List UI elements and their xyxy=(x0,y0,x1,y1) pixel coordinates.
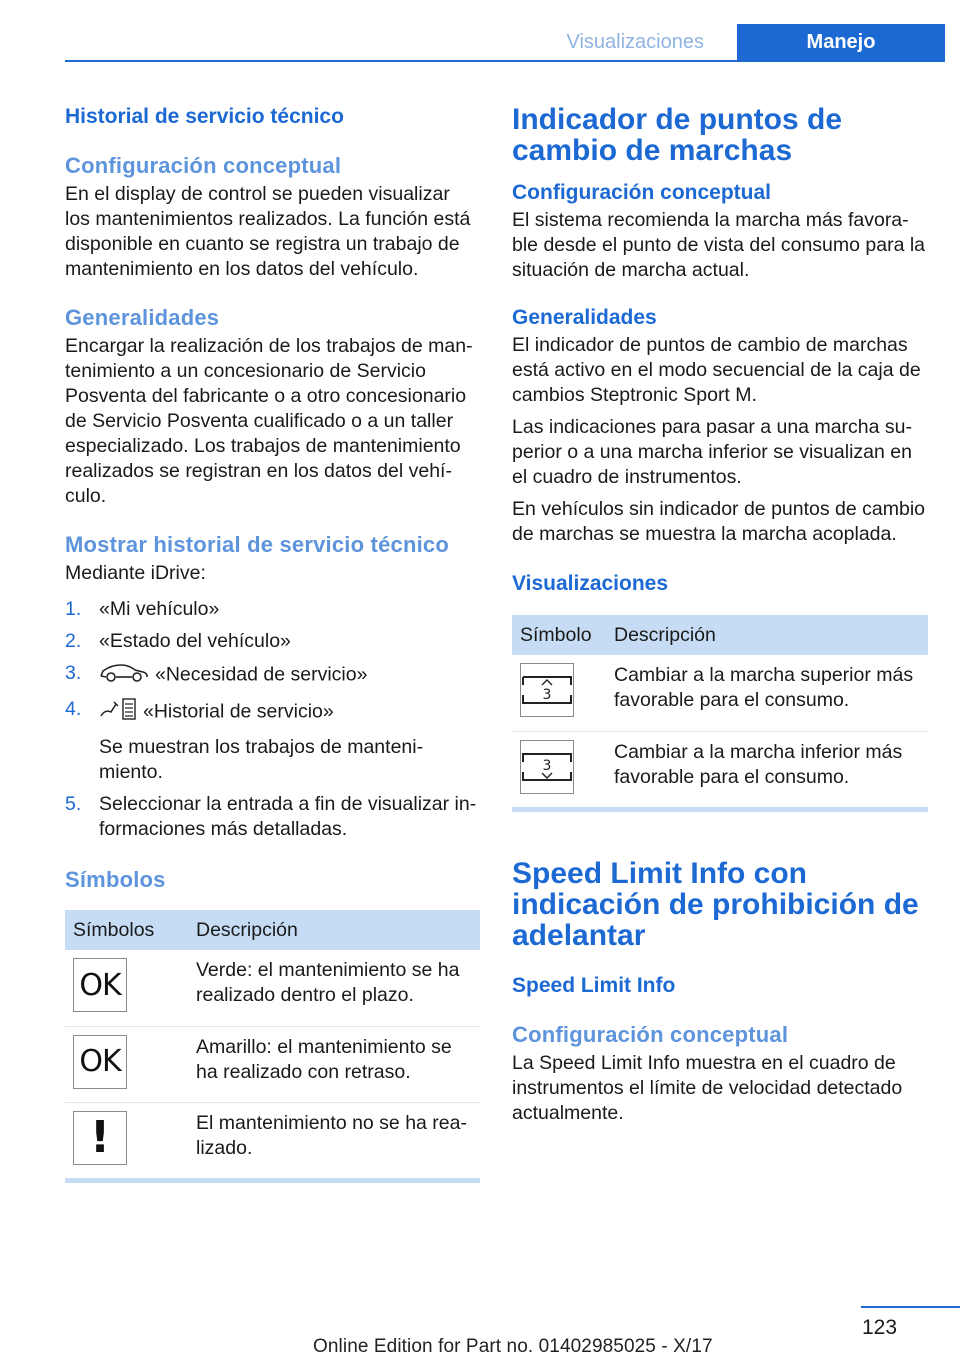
step-number: 3. xyxy=(65,662,82,684)
col-header-description: Descripción xyxy=(606,615,928,655)
svg-text:3: 3 xyxy=(542,757,552,774)
ok-green-icon: OK xyxy=(73,958,127,1012)
table-row xyxy=(65,950,480,1026)
step-number: 2. xyxy=(65,630,82,652)
table-row xyxy=(512,655,928,731)
symbols-heading: Símbolos xyxy=(65,867,166,892)
step-note: Se muestran los trabajos de mantenimiento. xyxy=(99,736,424,783)
page-number: 123 xyxy=(862,1316,898,1339)
concept-heading: Configuración conceptual xyxy=(512,181,772,204)
list-item xyxy=(65,792,480,842)
list-item xyxy=(65,629,480,654)
display-description: Cambiar a la marcha superior más favorable para el consumo. xyxy=(606,655,928,731)
speed-concept-text: La Speed Limit Info muestra en el cuadro de instrumentos el límite de velocidad detectado actualmente. xyxy=(512,1052,903,1124)
concept-text: En el display de control se pueden visualizar los mantenimientos realizados. La función está disponible en cuanto se registra un trabajo de mantenimiento en los datos del vehículo. xyxy=(65,183,471,280)
col-header-symbol: Símbolos xyxy=(65,910,188,950)
edition-label: Online Edition for Part no. 01402985025 - X/17 xyxy=(313,1336,713,1357)
history-intro: Mediante iDrive: xyxy=(65,562,206,584)
step-text: «Historial de servicio» xyxy=(143,700,334,723)
symbol-description: Verde: el mantenimiento se ha realizado dentro el plazo. xyxy=(188,950,480,1026)
exclamation-icon: ! xyxy=(73,1111,127,1165)
step-text: «Estado del vehículo» xyxy=(99,630,291,652)
table-row xyxy=(65,1102,480,1178)
table-end-rule xyxy=(65,1178,480,1183)
step-number: 1. xyxy=(65,598,82,620)
shift-up-icon xyxy=(520,663,574,717)
general-text-3: En vehículos sin indicador de puntos de cambio de marchas se muestra la marcha acoplada. xyxy=(512,498,926,545)
general-text-2: Las indicaciones para pasar a una marcha superior o a una marcha inferior se visualizan en el cuadro de instrumentos. xyxy=(512,416,912,488)
symbol-description: Amarillo: el mantenimiento se ha realizado con retraso. xyxy=(188,1026,480,1102)
symbols-table xyxy=(65,910,480,1178)
list-item xyxy=(65,661,480,690)
list-item xyxy=(65,697,480,785)
col-header-description: Descripción xyxy=(188,910,480,950)
svg-text:3: 3 xyxy=(542,687,552,703)
general-text: Encargar la realización de los trabajos de mantenimiento a un concesionario de Servicio Posventa del fabricante o a otro concesionario de Servicio Posventa cualificado o a un taller especializado. Los trabajos de mantenimiento realizados se registran en los datos del vehículo. xyxy=(65,335,473,507)
symbol-description: El mantenimiento no se ha realizado. xyxy=(196,1111,467,1159)
chapter-tab: Manejo xyxy=(737,24,945,62)
section-title-speed-limit: Speed Limit Info con indicación de prohibición de adelantar xyxy=(512,857,919,952)
table-row xyxy=(65,1026,480,1102)
left-column xyxy=(65,98,480,1183)
display-heading: Visualizaciones xyxy=(512,572,669,595)
table-end-rule xyxy=(512,807,928,812)
step-number: 4. xyxy=(65,698,82,720)
car-service-icon xyxy=(99,661,149,690)
history-heading: Mostrar historial de servicio técnico xyxy=(65,532,449,557)
table-header-row xyxy=(65,910,480,950)
section-title-service-history: Historial de servicio técnico xyxy=(65,105,344,128)
table-header-row xyxy=(512,615,928,655)
col-header-symbol: Símbolo xyxy=(512,615,606,655)
step-text: «Necesidad de servicio» xyxy=(155,663,368,686)
ok-yellow-icon: OK xyxy=(73,1035,127,1089)
step-text: Seleccionar la entrada a fin de visualizar informaciones más detalladas. xyxy=(99,793,477,840)
table-row xyxy=(512,731,928,807)
display-description: Cambiar a la marcha inferior más favorable para el consumo. xyxy=(614,740,903,788)
shift-down-icon xyxy=(520,740,574,794)
section-title-shift-indicator: Indicador de puntos de cambio de marchas xyxy=(512,103,843,167)
speed-concept-heading: Configuración conceptual xyxy=(512,1022,789,1047)
list-item xyxy=(65,597,480,622)
idrive-steps xyxy=(65,597,480,842)
general-text-1: El indicador de puntos de cambio de marchas está activo en el modo secuencial de la caja de cambios Steptronic Sport M. xyxy=(512,334,921,406)
step-number: 5. xyxy=(65,793,82,815)
general-heading: Generalidades xyxy=(65,305,220,330)
section-tab: Visualizaciones xyxy=(566,31,704,53)
concept-text: El sistema recomienda la marcha más favorable desde el punto de vista del consumo para la situación de marcha actual. xyxy=(512,209,926,281)
general-heading: Generalidades xyxy=(512,306,657,329)
service-history-icon xyxy=(99,697,137,728)
header-rule xyxy=(65,60,945,62)
right-column xyxy=(512,98,928,1126)
page-header xyxy=(65,24,945,62)
speed-limit-subtitle: Speed Limit Info xyxy=(512,974,676,997)
concept-heading: Configuración conceptual xyxy=(65,153,342,178)
step-text: «Mi vehículo» xyxy=(99,598,220,620)
footer-rule xyxy=(861,1306,960,1308)
display-table xyxy=(512,615,928,807)
